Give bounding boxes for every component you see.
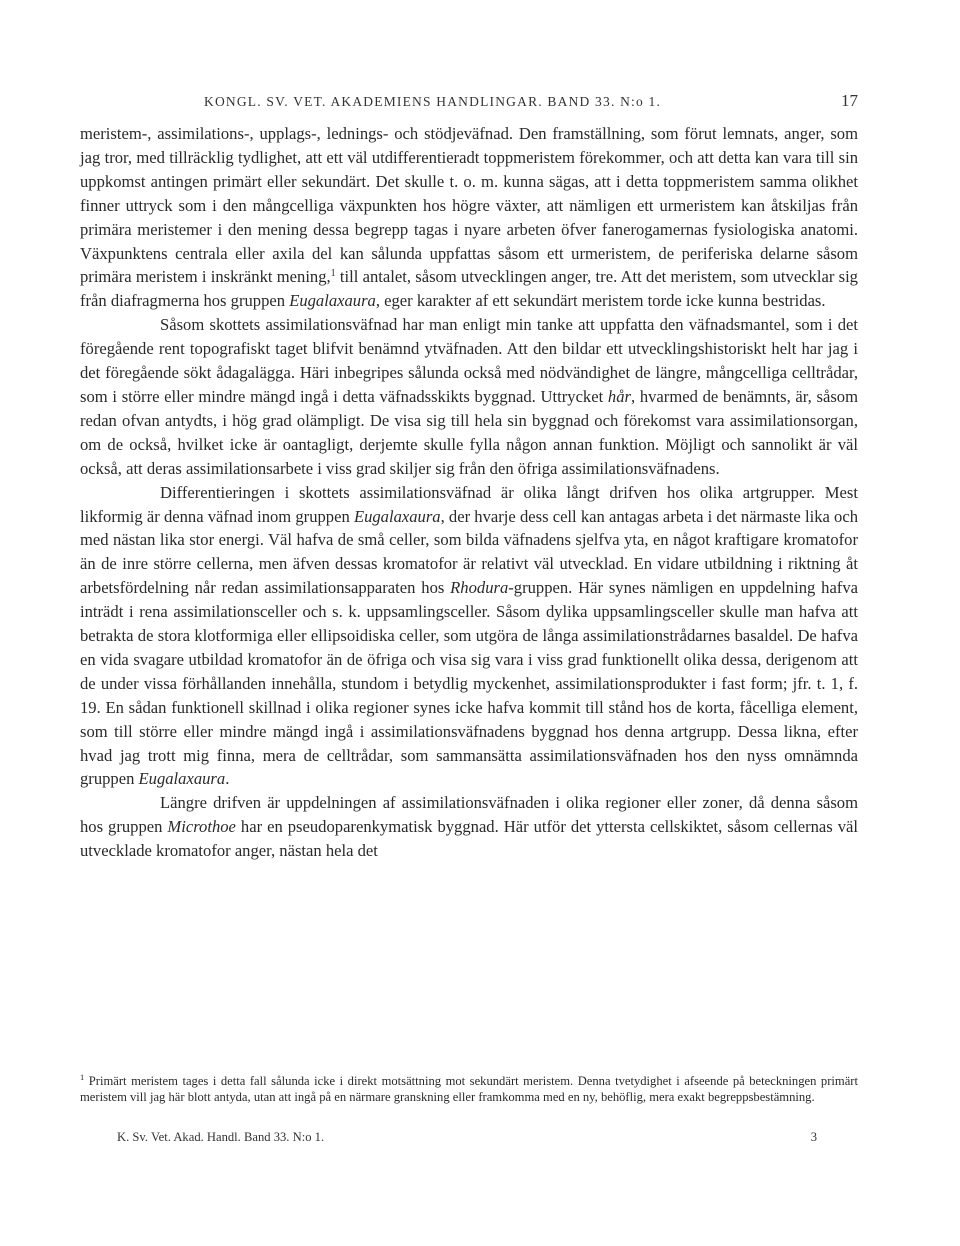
footnote (80, 1073, 858, 1105)
taxon-name: Eugalaxaura (138, 769, 226, 789)
page-number: 17 (841, 91, 858, 110)
signature-number: 3 (810, 1130, 817, 1144)
taxon-name: Microthoe (167, 817, 236, 837)
paragraph-3-text-d: . (225, 769, 230, 789)
paragraph-1-text-b: till antalet, såsom utvecklingen anger, tre. Att det meristem, som utvecklar sig från diafragmerna hos gruppen (80, 267, 858, 311)
main-text (80, 122, 858, 863)
paragraph-4 (80, 791, 858, 863)
paragraph-1-text-c: , eger karakter af ett sekundärt meristem torde icke kunna bestridas. (375, 291, 826, 311)
paragraph-1-text-a: meristem-, assimilations-, upplags-, lednings- och stödjeväfnad. Den framställning, som förut lemnats, anger, som jag tror, med tillräcklig tydlighet, att ett väl utdifferentieradt toppmeristem förekommer, och att detta kan vara till sin uppkomst antingen primärt eller sekundärt. Det skulle t. o. m. kunna sägas, att i detta toppmeristem samma olikhet finner uttryck som i den mångcelliga växpunkten hos högre växter, att nämligen ett urmeristem kan åtskiljas från primära meristemer i den mening dessa begrepp tagas i nyare arbeten öfver fanerogamernas fysiologiska anatomi. Växpunktens centrala eller axila del kan sålunda uppfattas såsom ett urmeristem, de periferiska delarne såsom primära meristem i inskränkt mening, (80, 124, 858, 287)
signature-line (117, 1130, 817, 1145)
italic-term: hår (607, 386, 631, 406)
taxon-name: Eugalaxaura (353, 506, 441, 526)
paragraph-3 (80, 481, 858, 792)
paragraph-2-text-a: Såsom skottets assimilationsväfnad har man enligt min tanke att uppfatta den väfnadsmantel, som i det föregående rent topografiskt taget blifvit benämnd ytväfnaden. Att den bildar ett utvecklingshistoriskt helt har jag i det föregående sökt ådagalägga. Häri inbegripes sålunda också med nödvändighet de längre, mångcelliga celltrådar, som i större eller mindre mängd ingå i detta väfnadsskikts byggnad. Uttrycket (80, 315, 858, 406)
paragraph-4-text-a: Längre drifven är uppdelningen af assimilationsväfnaden i olika regioner eller zoner, då denna såsom hos gruppen (80, 793, 858, 837)
paragraph-3-text-a: Differentieringen i skottets assimilationsväfnad är olika långt drifven hos olika artgrupper. Mest likformig är denna väfnad inom gruppen (80, 482, 858, 526)
taxon-name: Rhodura (450, 578, 509, 598)
paragraph-4-text-b: har en pseudoparenkymatisk byggnad. Här utför det yttersta cellskiktet, såsom cellernas väl utvecklade kromatofor anger, nästan hela det (80, 817, 858, 861)
footnote-marker: 1 (80, 1072, 85, 1082)
taxon-name: Eugalaxaura (289, 291, 376, 311)
running-header-title: KONGL. SV. VET. AKADEMIENS HANDLINGAR. BAND 33. N:o 1. (204, 94, 662, 109)
paragraph-3-text-b: , der hvarje dess cell kan antagas arbeta i det närmaste lika och med nästan lika stor energi. Väl hafva de små celler, som bilda väfnadens sjelfva yta, en något kraftigare kromatofor än de inre större cellerna, men äfven dessas kromatofor är relativt väl utvecklad. En vidare utbildning i riktning åt arbetsfördelning når redan assimilationsapparaten hos (80, 506, 858, 598)
footnote-reference: 1 (330, 268, 336, 280)
paragraph-1 (80, 122, 858, 313)
signature-left: K. Sv. Vet. Akad. Handl. Band 33. N:o 1. (117, 1130, 325, 1144)
paragraph-3-text-c: -gruppen. Här synes nämligen en uppdelning hafva inträdt i rena assimilationsceller och s. k. uppsamlingsceller. Såsom dylika uppsamlingsceller skulle man hafva att betrakta de stora klotformiga eller ellipsoidiska celler, som utgöra de långa assimilationstrådarnes basaldel. De hafva en vida svagare utbildad kromatofor än de öfriga och visa sig vara i viss grad funktionellt olika dessa, derigenom att de under vissa förhållanden innehålla, stundom i betydlig myckenhet, assimilationsprodukter i fast form; jfr. t. 1, f. 19. En sådan funktionell skillnad i olika regioner synes icke hafva kommit till stånd hos de korta, fåcelliga element, som till större eller mindre mängd ingå i assimilationsväfnadens byggnad hos denna artgrupp. Dessa likna, efter hvad jag trott mig finna, mera de celltrådar, som sammansätta assimilationsväfnaden hos den nyss omnämnda gruppen (80, 578, 858, 789)
footnote-text: Primärt meristem tages i detta fall sålunda icke i direkt motsättning mot sekundärt meristem. Denna tvetydighet i afseende på beteckningen primärt meristem vill jag här blott antyda, utan att ingå på en närmare granskning eller framkomma med en ny, behöflig, mera exakt begreppsbestämning. (80, 1074, 858, 1105)
paragraph-2 (80, 313, 858, 480)
paragraph-2-text-b: , hvarmed de benämnts, är, såsom redan ofvan antydts, i hög grad olämpligt. De visa sig till hela sin byggnad och förekomst vara assimilationsorgan, om de också, hvilket icke är oantagligt, derjemte skulle fylla någon annan funktion. Möjligt och sannolikt är väl också, att deras assimilationsarbete i viss grad skiljer sig från den öfriga assimilationsväfnadens. (80, 386, 858, 478)
